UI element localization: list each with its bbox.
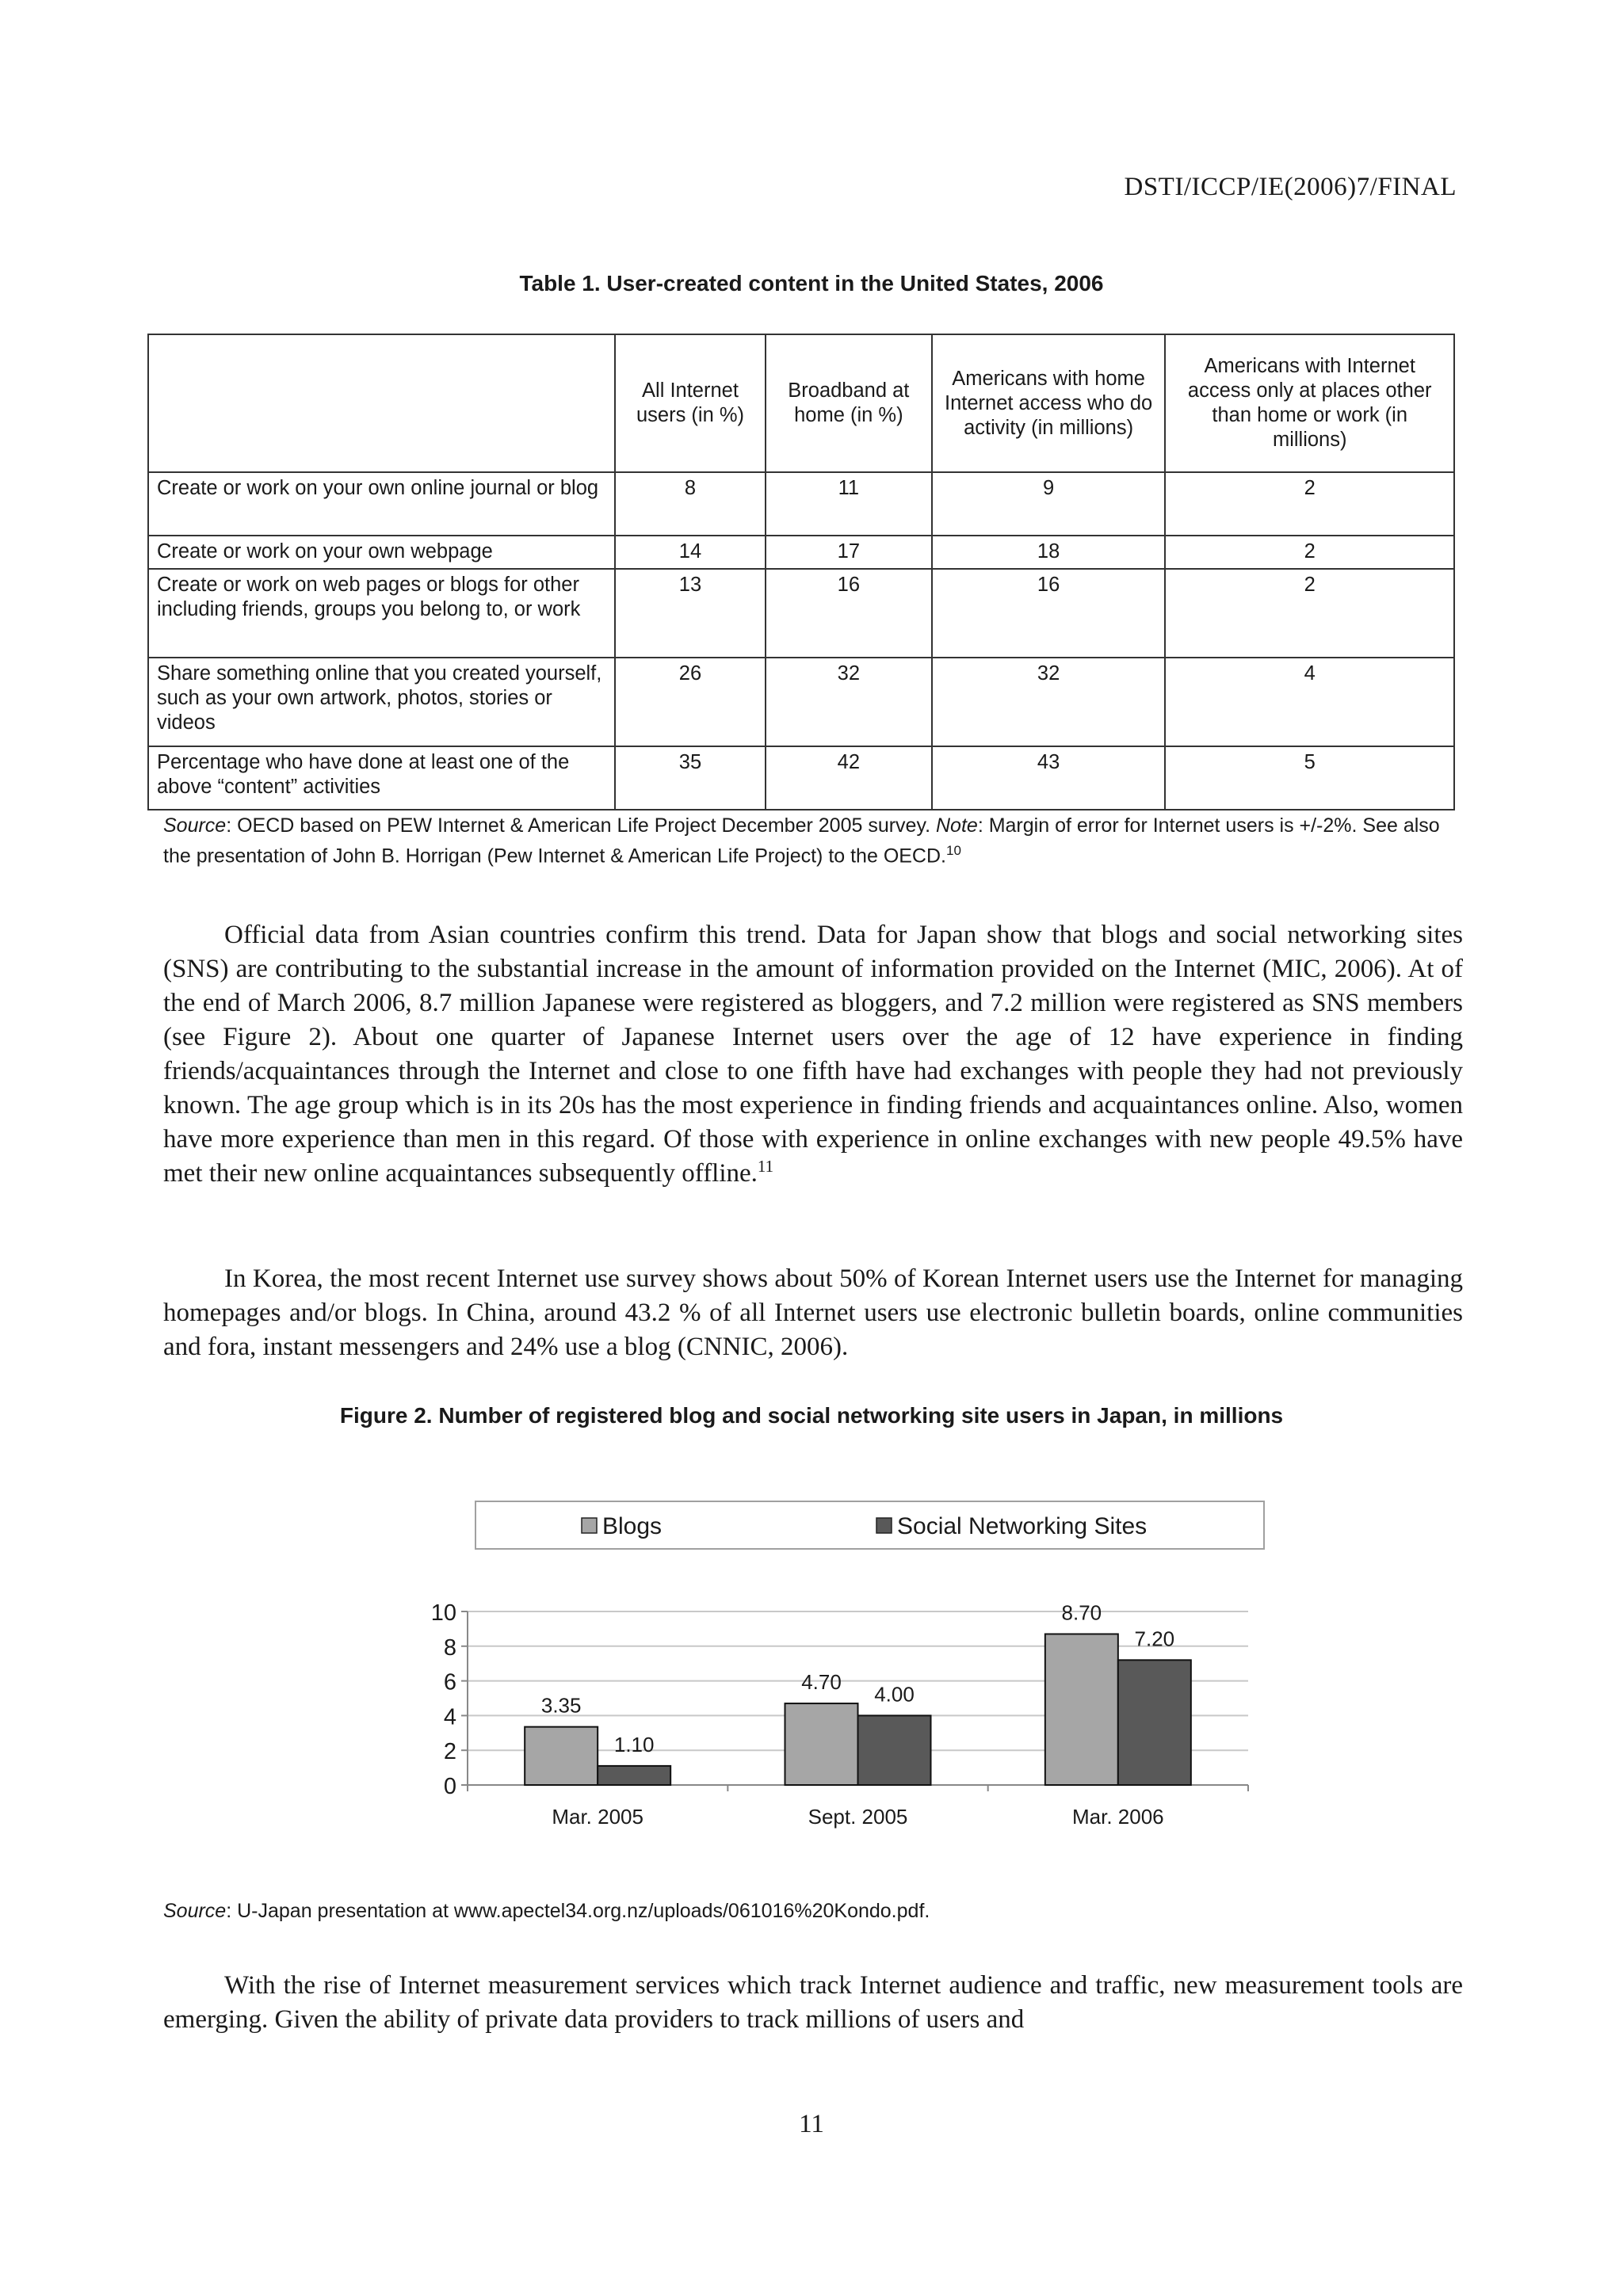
table-cell: 32 — [932, 658, 1166, 746]
source-text: : U-Japan presentation at www.apectel34.org.nz/uploads/061016%20Kondo.pdf. — [226, 1900, 930, 1922]
source-text: : OECD based on PEW Internet & American Life Project December 2005 survey. — [226, 814, 936, 837]
table-cell: 11 — [766, 472, 932, 536]
bar-sns — [858, 1715, 931, 1785]
x-tick-label: Mar. 2005 — [552, 1805, 643, 1829]
bar-sns — [598, 1766, 670, 1785]
legend-label-blogs: Blogs — [602, 1513, 663, 1539]
table-title: Table 1. User-created content in the United States, 2006 — [519, 271, 1104, 296]
y-tick-label: 2 — [443, 1739, 456, 1765]
table-cell: 26 — [615, 658, 766, 746]
row-label: Percentage who have done at least one of the above “content” activities — [148, 746, 615, 810]
table-cell: 4 — [1165, 658, 1454, 746]
figure-source-note — [163, 1898, 930, 1924]
bar-blogs — [1045, 1634, 1118, 1785]
document-code: DSTI/ICCP/IE(2006)7/FINAL — [1124, 173, 1457, 201]
x-tick-label: Sept. 2005 — [808, 1805, 908, 1829]
legend-label-sns: Social Networking Sites — [897, 1513, 1148, 1539]
footnote-ref: 11 — [757, 1157, 774, 1176]
legend-swatch-sns — [876, 1518, 892, 1533]
note-text: : Margin of error for Internet users is +/-2%. See also the presentation of John B. Horrigan (Pew Internet & American Life Project) to the OECD. — [163, 814, 1440, 868]
table-cell: 8 — [615, 472, 766, 536]
bar-blogs — [785, 1703, 858, 1785]
row-label: Create or work on your own online journal or blog — [148, 472, 615, 536]
y-tick-label: 0 — [443, 1774, 456, 1799]
data-label: 1.10 — [613, 1732, 655, 1756]
data-label: 4.00 — [874, 1682, 915, 1707]
bar-sns — [1118, 1660, 1191, 1785]
data-label: 8.70 — [1061, 1600, 1102, 1625]
note-label: Note — [936, 814, 978, 837]
table-header-cell: Americans with Internet access only at places other than home or work (in millions) — [1165, 334, 1454, 472]
table-cell: 42 — [766, 746, 932, 810]
legend-swatch-blogs — [582, 1518, 597, 1533]
data-label: 4.70 — [801, 1670, 842, 1695]
source-label: Source — [163, 1900, 227, 1922]
table-cell: 2 — [1165, 569, 1454, 658]
table-cell: 2 — [1165, 536, 1454, 569]
paragraph-text: Official data from Asian countries confirm this trend. Data for Japan show that blogs and social networking sites (SNS) are contributing to the substantial increase in the amount of information provided on the Internet (MIC, 2006). At of the end of March 2006, 8.7 million Japanese were registered as bloggers, and 7.2 million were registered as SNS members (see Figure 2). About one quarter of Japanese Internet users over the age of 12 have experience in finding friends/acquaintances through the Internet and close to one fifth have had exchanges with people they had not previously known. The age group which is in its 20s has the most experience in finding friends and acquaintances online. Also, women have more experience than men in this regard. Of those with experience in online exchanges with new people 49.5% have met their new online acquaintances subsequently offline. — [163, 921, 1463, 1188]
y-tick-label: 6 — [443, 1669, 456, 1695]
source-label: Source — [163, 814, 227, 837]
table-cell: 17 — [766, 536, 932, 569]
table-cell: 18 — [932, 536, 1166, 569]
table-header-cell: Broadband at home (in %) — [766, 334, 932, 472]
table-cell: 35 — [615, 746, 766, 810]
data-label: 3.35 — [540, 1693, 582, 1718]
footnote-ref: 10 — [946, 843, 961, 858]
table-cell: 16 — [766, 569, 932, 658]
paragraph-measurement: With the rise of Internet measurement services which track Internet audience and traffic, new measurement tools are emerging. Given the ability of private data providers to track millions of users and — [163, 1971, 1463, 2034]
bar-blogs — [525, 1727, 598, 1785]
table-cell: 32 — [766, 658, 932, 746]
table-cell: 43 — [932, 746, 1166, 810]
table-cell: 9 — [932, 472, 1166, 536]
x-tick-label: Mar. 2006 — [1072, 1805, 1164, 1829]
table-cell: 2 — [1165, 472, 1454, 536]
y-tick-label: 4 — [443, 1704, 456, 1730]
row-label: Create or work on your own webpage — [148, 536, 615, 569]
table-cell: 16 — [932, 569, 1166, 658]
table-header-cell: All Internet users (in %) — [615, 334, 766, 472]
y-tick-label: 10 — [430, 1600, 456, 1626]
table-cell: 5 — [1165, 746, 1454, 810]
data-label: 7.20 — [1134, 1627, 1175, 1651]
row-label: Create or work on web pages or blogs for other including friends, groups you belong to, or work — [148, 569, 615, 658]
table-header-cell: Americans with home Internet access who do activity (in millions) — [932, 334, 1166, 472]
table-cell: 14 — [615, 536, 766, 569]
y-tick-label: 8 — [443, 1634, 456, 1661]
table-cell: 13 — [615, 569, 766, 658]
page-number: 11 — [799, 2110, 824, 2138]
paragraph-korea-china: In Korea, the most recent Internet use survey shows about 50% of Korean Internet users use the Internet for managing homepages and/or blogs. In China, around 43.2 % of all Internet users use electronic bulletin boards, online communities and fora, instant messengers and 24% use a blog (CNNIC, 2006). — [163, 1264, 1463, 1361]
figure-title: Figure 2. Number of registered blog and social networking site users in Japan, in millions — [339, 1403, 1284, 1428]
row-label: Share something online that you created yourself, such as your own artwork, photos, stories or videos — [148, 658, 615, 746]
